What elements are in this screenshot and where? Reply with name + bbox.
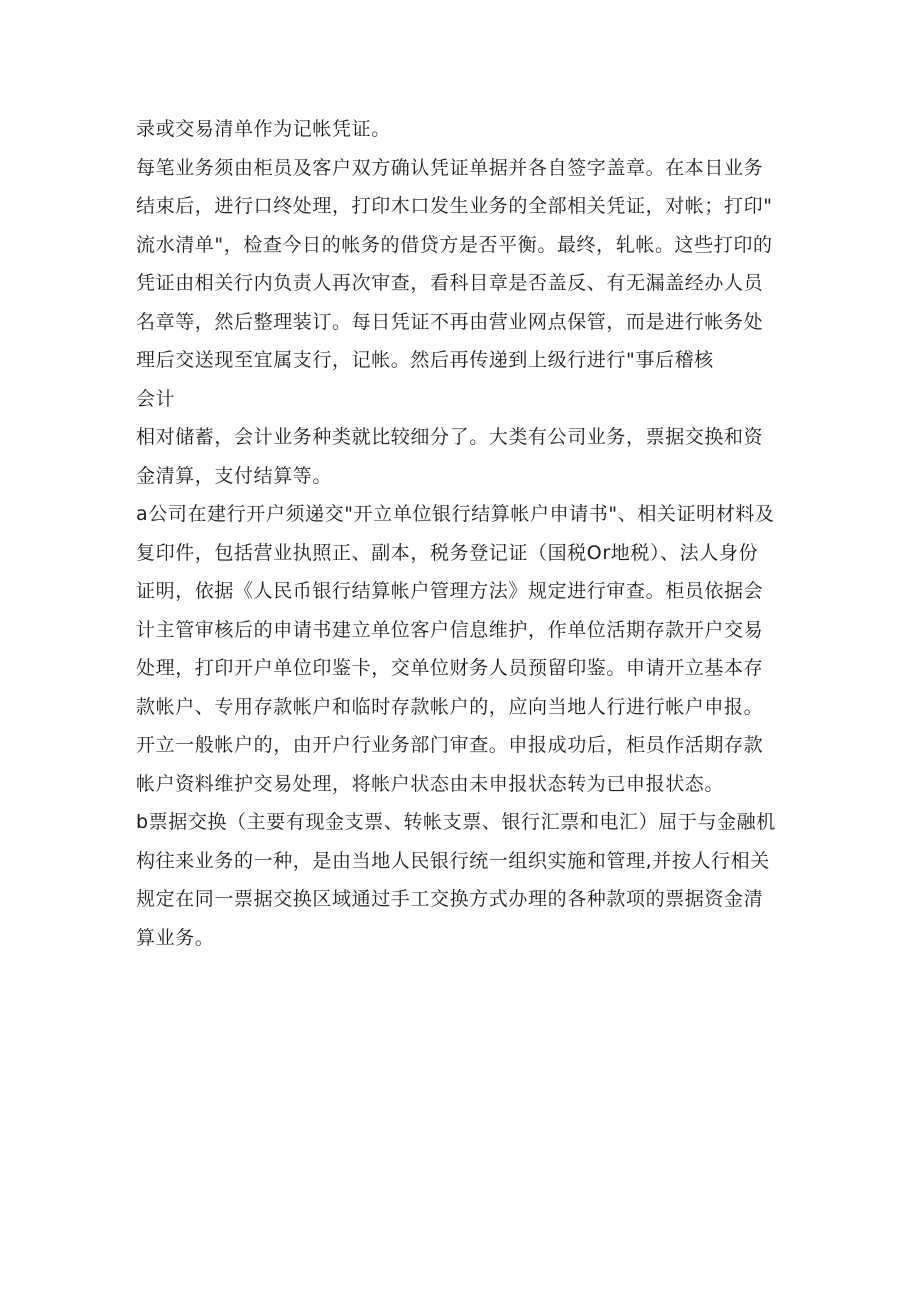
text-line: 凭证由相关行内负责人再次审查，看科目章是否盖反、有无漏盖经办人员 (136, 272, 764, 294)
text-line: 流水清单"，检查今日的帐务的借贷方是否平衡。最终，轧帐。这些打印的 (136, 233, 773, 256)
text-line: 款帐户、专用存款帐户和临时存款帐户的，应向当地人行进行帐户申报。 (136, 695, 764, 718)
text-line: 每笔业务须由柜员及客户双方确认凭证单据并各自签字盖章。在本日业务 (136, 156, 764, 179)
text-line: 名章等，然后整理装订。每日凭证不再由营业网点保管，而是进行帐务处 (136, 310, 764, 333)
text-line: a公司在建行开户须递交"开立单位银行结算帐户申请书"、相关证明材料及 (136, 503, 775, 525)
text-line: 算业务。 (136, 926, 215, 949)
text-line: 证明，依据《人民币银行结算帐户管理方法》规定进行审查。柜员依据会 (136, 580, 764, 602)
text-line: 结束后，进行口终处理，打印木口发生业务的全部相关凭证，对帐；打印" (136, 195, 773, 217)
text-line: 开立一般帐户的，由开户行业务部门审查。申报成功后，柜员作活期存款 (136, 734, 764, 756)
text-line: 帐户资料维护交易处理，将帐户状态由未申报状态转为已申报状态。 (136, 772, 725, 795)
text-line: 理后交送现至宜属支行，记帐。然后再传递到上级行进行"事后稽核 (136, 349, 714, 371)
document-body (136, 110, 796, 957)
text-line: 处理，打印开户单位印鉴卡，交单位财务人员预留印鉴。申请开立基本存 (136, 657, 764, 679)
text-line: 录或交易清单作为记帐凭证。 (136, 118, 391, 140)
text-line: 规定在同一票据交换区域通过手工交换方式办理的各种款项的票据资金清 (136, 888, 764, 910)
text-line: 相对储蓄，会计业务种类就比较细分了。大类有公司业务，票据交换和资 (136, 426, 764, 448)
text-line: 金清算，支付结算等。 (136, 464, 333, 487)
text-line: b票据交换（主要有现金支票、转帐支票、银行汇票和电汇）屈于与金融机 (136, 811, 776, 833)
text-line: 计主管审核后的申请书建立单位客户信息维护，作单位活期存款开户交易 (136, 618, 764, 641)
section-heading: 会计 (136, 387, 176, 410)
text-line: 构往来业务的一种，是由当地人民银行统一组织实施和管理,并按人行相关 (136, 849, 770, 872)
text-line: 复印件，包括营业执照正、副本，税务登记证（国税Or地税）、法人身份 (136, 541, 759, 564)
